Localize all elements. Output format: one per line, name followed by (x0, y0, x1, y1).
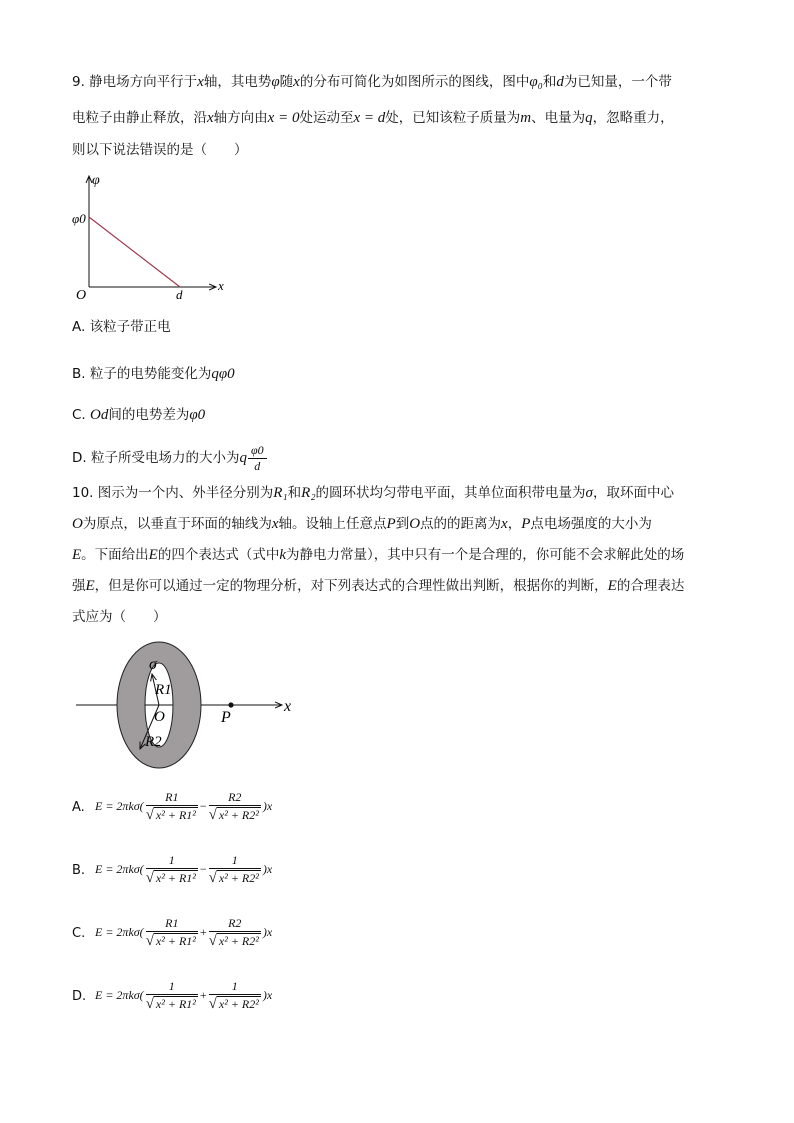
q9-option-d[interactable]: D. 粒子所受电场力的大小为 q $\frac{\varphi 0}{d}$ (72, 440, 268, 476)
q10-option-d[interactable]: E = 2πkσ( 1 √ x² + R1² + 1 √ x² + R2² )x (95, 979, 273, 1012)
q9-line-2: 电粒子由静止释放，沿x轴方向由x = 0处运动至x = d处，已知该粒子质量为m、电量为q，忽略重力， (72, 110, 674, 126)
q10-option-b[interactable]: E = 2πkσ( 1 √ x² + R1² − 1 √ x² + R2² )x (95, 853, 273, 886)
q9-option-a[interactable]: A. 该粒子带正电 (72, 319, 171, 335)
x-axis-label: x (218, 278, 224, 293)
q10-ring-figure (72, 638, 312, 773)
q10-option-c-label[interactable]: C. (72, 926, 86, 941)
q10-option-c[interactable]: E = 2πkσ( R1 √ x² + R1² + R2 √ x² + R2² )x (95, 916, 273, 949)
q10-line-3: E。下面给出E的四个表达式（式中k为静电力常量），其中只有一个是合理的，你可能不会求解此处的场 (72, 547, 685, 563)
x-label: x (284, 698, 292, 715)
q10-option-d-label[interactable]: D. (72, 989, 87, 1004)
q9-line-1: 9. 静电场方向平行于x轴，其电势φ随x的分布可简化为如图所示的图线，图中φ₀和d为已知量，一个带 (72, 74, 672, 90)
point-p (228, 702, 233, 707)
p-label: P (221, 709, 231, 726)
r1-label: R1 (155, 682, 172, 698)
q10-option-a-label[interactable]: A. (72, 800, 85, 815)
sigma-label: σ (149, 656, 157, 673)
q9-option-b[interactable]: B. 粒子的电势能变化为qφ0 (72, 366, 235, 382)
q10-option-a[interactable]: E = 2πkσ( R1 √ x² + R1² − R2 √ x² + R2² )x (95, 790, 273, 823)
y-axis-label: φ (92, 173, 100, 188)
q9-potential-graph (70, 170, 230, 305)
origin-label: O (76, 288, 87, 303)
q9-option-c[interactable]: C. Od间的电势差为φ0 (72, 407, 206, 423)
y-tick-label: φ0 (72, 211, 86, 226)
origin-o-label: O (154, 709, 165, 725)
x-tick-label: d (176, 287, 183, 302)
q10-line-2: O为原点，以垂直于环面的轴线为x轴。设轴上任意点P到O点的的距离为x，P点电场强度的大小为 (72, 516, 652, 532)
q10-line-5: 式应为（ ） (72, 609, 167, 625)
r2-label: R2 (145, 734, 162, 750)
potential-line (89, 217, 180, 287)
q10-line-4: 强E，但是你可以通过一定的物理分析，对下列表达式的合理性做出判断，根据你的判断，E的合理表达 (72, 578, 685, 594)
q9-line-3: 则以下说法错误的是（ ） (72, 142, 248, 158)
q10-option-b-label[interactable]: B. (72, 863, 86, 878)
q10-line-1: 10. 图示为一个内、外半径分别为R₁和R₂的圆环状均匀带电平面，其单位面积带电量为σ，取环面中心 (72, 485, 674, 501)
